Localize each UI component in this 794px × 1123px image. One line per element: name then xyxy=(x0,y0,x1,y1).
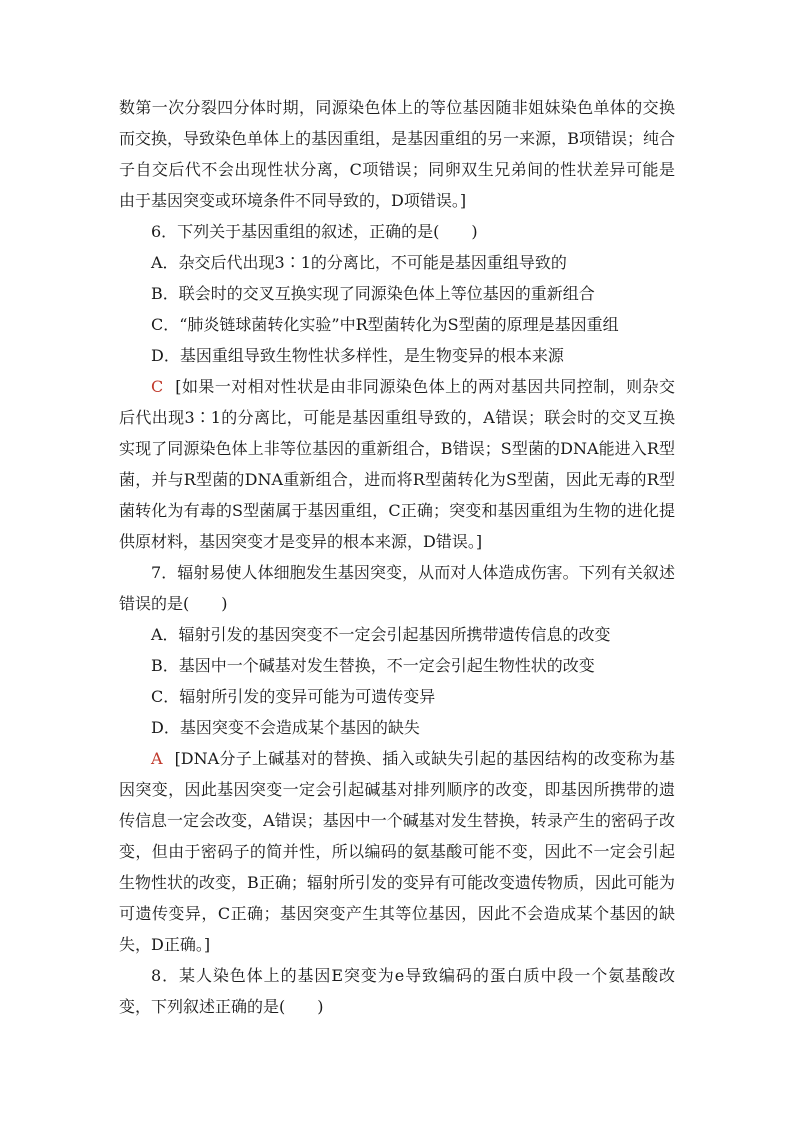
question-7-explanation: [DNA分子上碱基对的替换、插入或缺失引起的基因结构的改变称为基因突变，因此基因突变一定会引起碱基对排列顺序的改变，即基因所携带的遗传信息一定会改变，A错误；基因中一个碱基对发生替换，转录产生的密码子改变，但由于密码子的简并性，所以编码的氨基酸可能不变，因此不一定会引起生物性状的改变，B正确；辐射所引发的变异有可能改变遗传物质，因此可能为可遗传变异，C正确；基因突变产生其等位基因，因此不会造成某个基因的缺失，D正确。] xyxy=(119,749,675,954)
previous-explanation-continuation: 数第一次分裂四分体时期，同源染色体上的等位基因随非姐妹染色单体的交换而交换，导致染色单体上的基因重组，是基因重组的另一来源，B项错误；纯合子自交后代不会出现性状分离，C项错误；同卵双生兄弟间的性状差异可能是由于基因突变或环境条件不同导致的，D项错误。] xyxy=(119,98,675,210)
question-7-answer-letter: A xyxy=(151,749,163,768)
question-6-option-d: D．基因重组导致生物性状多样性，是生物变异的根本来源 xyxy=(151,346,564,365)
question-7-option-d: D．基因突变不会造成某个基因的缺失 xyxy=(151,718,420,737)
question-7-answer xyxy=(119,743,675,960)
question-7 xyxy=(119,557,675,960)
question-7-stem: 7．辐射易使人体细胞发生基因突变，从而对人体造成伤害。下列有关叙述错误的是( ) xyxy=(119,563,675,613)
question-6 xyxy=(119,216,675,557)
question-6-option-a: A．杂交后代出现3∶1的分离比，不可能是基因重组导致的 xyxy=(151,253,567,272)
question-6-option-b: B．联会时的交叉互换实现了同源染色体上等位基因的重新组合 xyxy=(151,284,595,303)
question-8 xyxy=(119,960,675,1022)
question-7-option-a: A．辐射引发的基因突变不一定会引起基因所携带遗传信息的改变 xyxy=(151,625,611,644)
question-7-option-c: C．辐射所引发的变异可能为可遗传变异 xyxy=(151,687,436,706)
question-6-option-c: C．“肺炎链球菌转化实验”中R型菌转化为S型菌的原理是基因重组 xyxy=(151,315,619,334)
question-6-explanation: [如果一对相对性状是由非同源染色体上的两对基因共同控制，则杂交后代出现3∶1的分离比，可能是基因重组导致的，A错误；联会时的交叉互换实现了同源染色体上非等位基因的重新组合，B错误；S型菌的DNA能进入R型菌，并与R型菌的DNA重新组合，进而将R型菌转化为S型菌，因此无毒的R型菌转化为有毒的S型菌属于基因重组，C正确；突变和基因重组为生物的进化提供原材料，基因突变才是变异的根本来源，D错误。] xyxy=(119,377,675,551)
question-6-stem: 6．下列关于基因重组的叙述，正确的是( ) xyxy=(151,222,478,241)
question-8-stem: 8．某人染色体上的基因E突变为e导致编码的蛋白质中段一个氨基酸改变，下列叙述正确的是( ) xyxy=(119,966,675,1016)
question-7-option-b: B．基因中一个碱基对发生替换，不一定会引起生物性状的改变 xyxy=(151,656,595,675)
document-body xyxy=(119,92,675,1022)
question-6-answer xyxy=(119,371,675,557)
question-6-answer-letter: C xyxy=(151,377,164,396)
